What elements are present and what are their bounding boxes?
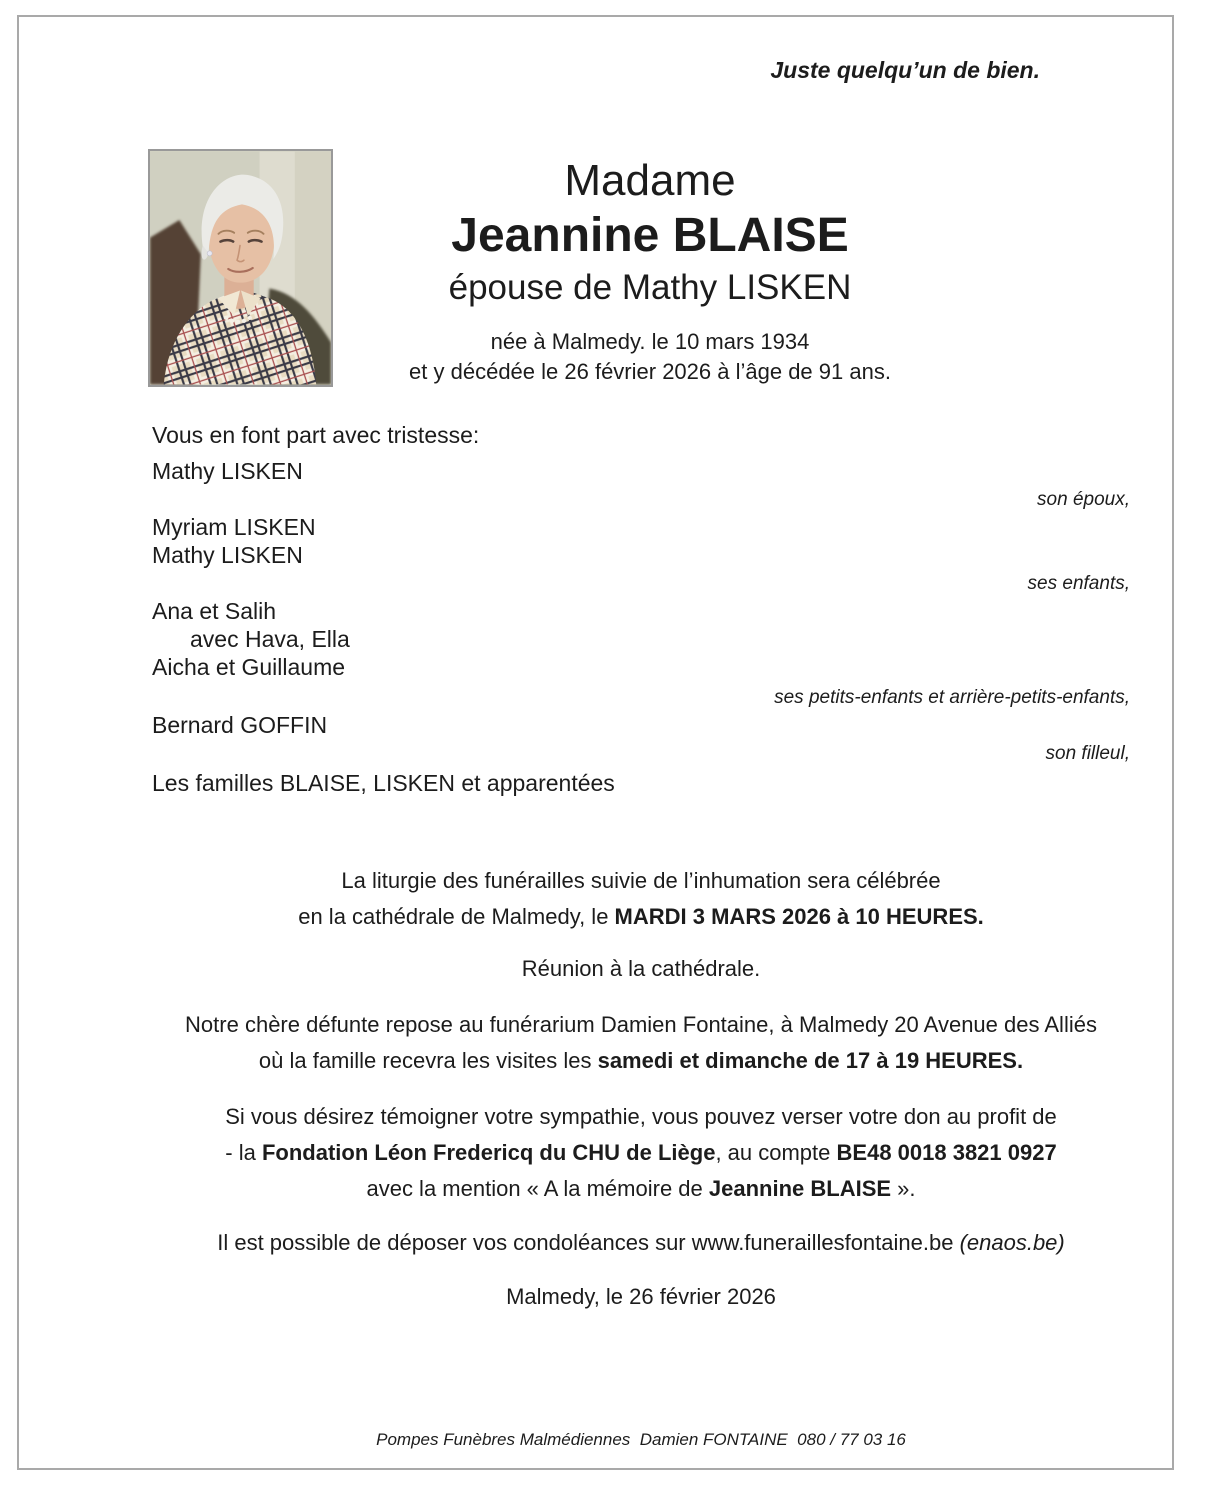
liturgy-paragraph — [152, 863, 1130, 935]
visit-hours-bold: samedi et dimanche de 17 à 19 HEURES. — [597, 1048, 1024, 1073]
donation-line-3-suffix: ». — [891, 1176, 916, 1201]
condolences-line — [152, 1225, 1130, 1261]
repose-line-2-prefix: où la famille recevra les visites les — [258, 1048, 598, 1073]
memory-name-bold: Jeannine BLAISE — [708, 1176, 892, 1201]
account-number-bold: BE48 0018 3821 0927 — [836, 1140, 1057, 1165]
family-name: Mathy LISKEN — [152, 542, 303, 568]
relation-label: ses petits-enfants et arrière-petits-enfants, — [774, 687, 1130, 708]
donation-line-1: Si vous désirez témoigner votre sympathie, vous pouvez verser votre don au profit de — [225, 1104, 1057, 1129]
ceremony-section — [152, 863, 1130, 1315]
donation-paragraph — [152, 1099, 1130, 1207]
donation-line-2-mid: , au compte — [715, 1140, 837, 1165]
relation-label: son époux, — [1037, 489, 1130, 510]
birth-line: née à Malmedy. le 10 mars 1934 — [490, 329, 810, 354]
liturgy-line-2 — [152, 899, 1130, 935]
family-name: Mathy LISKEN — [152, 458, 303, 484]
portrait-illustration — [150, 151, 331, 385]
relation-label: son filleul, — [1045, 743, 1130, 764]
repose-line-2 — [152, 1043, 1130, 1079]
donation-line-3 — [152, 1171, 1130, 1207]
condolences-site-italic: (enaos.be) — [959, 1230, 1065, 1255]
dateline: Malmedy, le 26 février 2026 — [506, 1284, 776, 1309]
family-name: Aicha et Guillaume — [152, 654, 346, 680]
liturgy-line-2-prefix: en la cathédrale de Malmedy, le — [298, 904, 615, 929]
liturgy-line-1: La liturgie des funérailles suivie de l’inhumation sera célébrée — [341, 868, 941, 893]
page-border-frame — [17, 15, 1174, 1470]
donation-line-3-prefix: avec la mention « A la mémoire de — [366, 1176, 709, 1201]
family-section — [152, 421, 1130, 797]
liturgy-date-bold: MARDI 3 MARS 2026 à 10 HEURES. — [614, 904, 984, 929]
announcement-intro: Vous en font part avec tristesse: — [152, 422, 480, 448]
relation-label: ses enfants, — [1027, 573, 1130, 594]
foundation-name-bold: Fondation Léon Fredericq du CHU de Liège — [261, 1140, 716, 1165]
donation-line-2-prefix: - la — [225, 1140, 262, 1165]
spouse-line: épouse de Mathy LISKEN — [448, 268, 852, 307]
meeting-line: Réunion à la cathédrale. — [521, 956, 761, 981]
motto: Juste quelqu’un de bien. — [770, 57, 1040, 83]
family-name: Ana et Salih — [152, 598, 277, 624]
footer-credit: Pompes Funèbres Malmédiennes Damien FONTAINE 080 / 77 03 16 — [376, 1430, 906, 1449]
family-name: Bernard GOFFIN — [152, 712, 328, 738]
repose-line-1: Notre chère défunte repose au funérarium Damien Fontaine, à Malmedy 20 Avenue des Alliés — [185, 1012, 1097, 1037]
family-name: Myriam LISKEN — [152, 514, 316, 540]
death-line: et y décédée le 26 février 2026 à l’âge de 91 ans. — [409, 359, 891, 384]
title-madame: Madame — [564, 156, 736, 205]
condolences-text: Il est possible de déposer vos condoléances sur www.funeraillesfontaine.be — [217, 1230, 960, 1255]
family-name: Les familles BLAISE, LISKEN et apparentées — [152, 770, 615, 796]
header-block — [330, 155, 970, 387]
repose-paragraph — [152, 1007, 1130, 1079]
deceased-name: Jeannine BLAISE — [451, 209, 849, 262]
donation-line-2 — [152, 1135, 1130, 1171]
deceased-photo — [148, 149, 333, 387]
family-name: avec Hava, Ella — [190, 626, 350, 652]
